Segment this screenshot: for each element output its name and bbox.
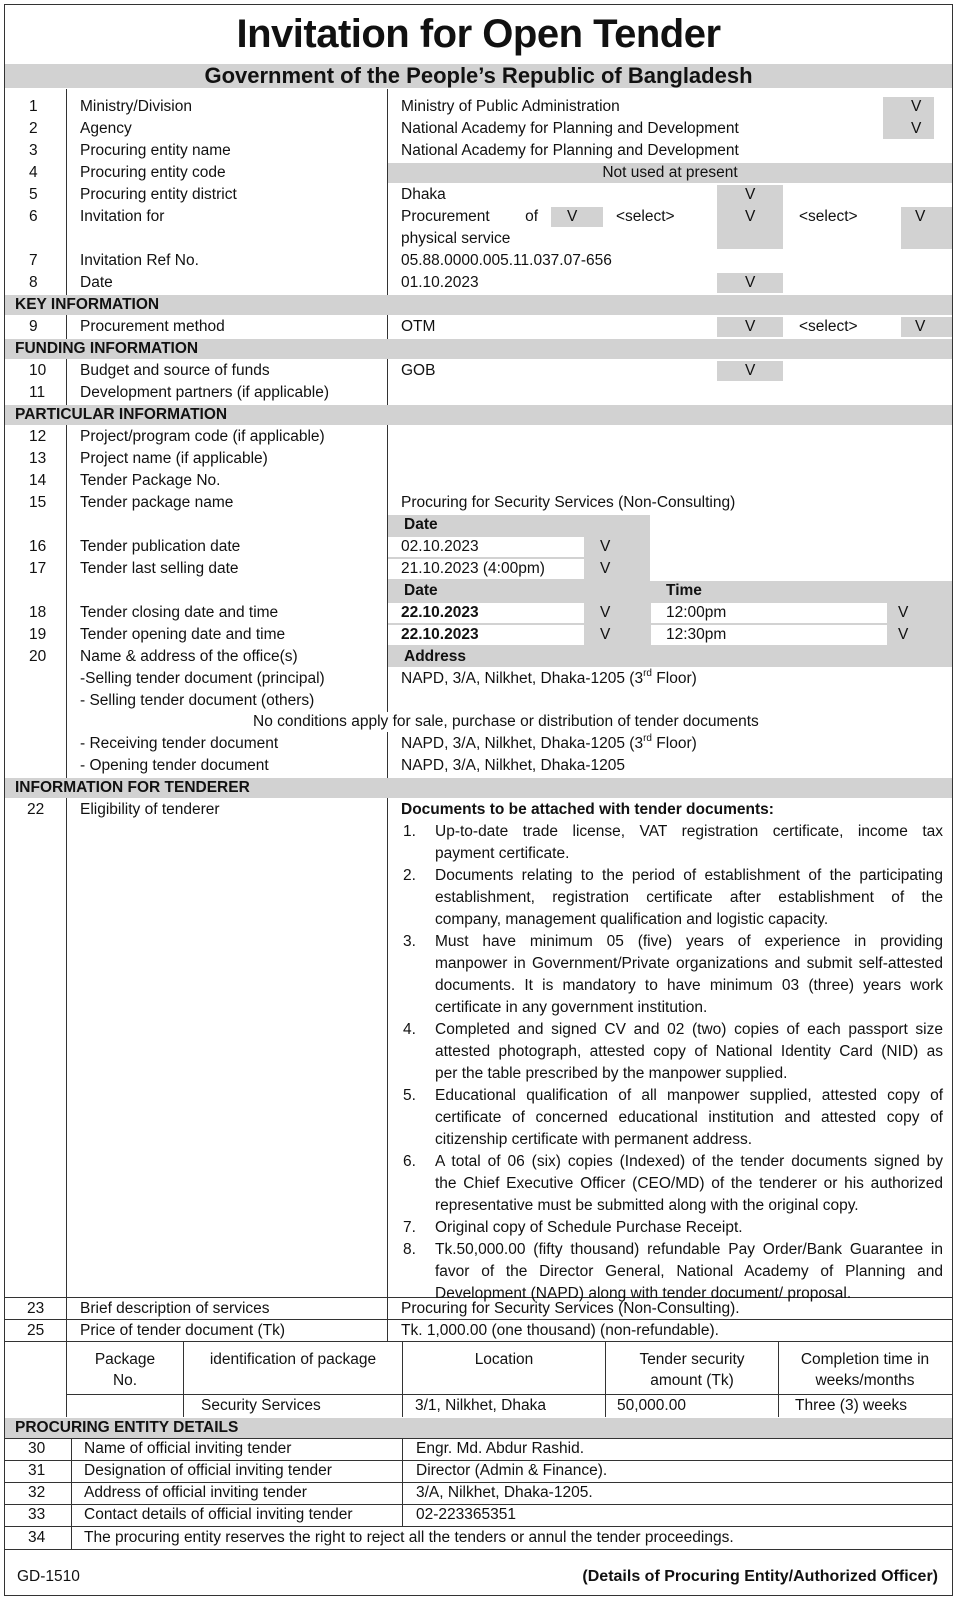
row-value: 05.88.0000.005.11.037.07-656 — [401, 252, 612, 269]
selling-principal-address — [401, 669, 697, 689]
select-placeholder[interactable]: <select> — [799, 208, 858, 225]
dropdown-marker: V — [567, 208, 578, 225]
document-item-line: company, management qualification and logistic capacity. — [435, 911, 829, 928]
footer-code: GD-1510 — [17, 1568, 80, 1585]
footer-signature: (Details of Procuring Entity/Authorized Officer) — [582, 1568, 938, 1585]
section-particular-information — [5, 405, 952, 425]
row-sublabel: - Receiving tender document — [80, 735, 279, 752]
number-column-divider — [66, 89, 67, 1297]
select-placeholder[interactable]: <select> — [616, 208, 675, 225]
row-sublabel: - Opening tender document — [80, 757, 269, 774]
section-procuring-entity-details — [5, 1418, 952, 1438]
row-number: 32 — [28, 1484, 46, 1501]
document-item-number: 6. — [403, 1153, 416, 1170]
row-value: GOB — [401, 362, 436, 379]
method-select-box-2[interactable] — [901, 317, 952, 337]
document-item-line: citizenship certificate with permanent address. — [435, 1131, 753, 1148]
row-value: Dhaka — [401, 186, 446, 203]
document-item-line: manpower in Government/Private organizations and submit self-attested — [435, 955, 943, 972]
document-item-line: favor of the Director General, National Academy of Planning and — [435, 1263, 943, 1280]
dropdown-marker[interactable]: V — [600, 604, 611, 621]
dropdown-marker: V — [915, 208, 926, 225]
row-divider — [5, 1341, 952, 1342]
row-value: Tk. 1,000.00 (one thousand) (non-refundable). — [401, 1322, 719, 1339]
dropdown-marker: V — [745, 186, 756, 203]
tender-notice — [4, 4, 953, 1596]
row-number: 2 — [29, 120, 38, 137]
location-cell: 3/1, Nilkhet, Dhaka — [415, 1397, 546, 1414]
row-value: 21.10.2023 (4:00pm) — [401, 560, 545, 577]
row-label: Procuring entity code — [80, 164, 226, 181]
row-sublabel: -Selling tender document (principal) — [80, 670, 325, 687]
closing-time: 12:00pm — [666, 604, 727, 621]
row-label: Tender last selling date — [80, 560, 239, 577]
row-label: Project/program code (if applicable) — [80, 428, 325, 445]
document-item-line: Documents relating to the period of establishment of the participating — [435, 867, 943, 884]
section-information-for-tenderer — [5, 778, 952, 798]
completion-cell: Three (3) weeks — [795, 1397, 907, 1414]
identification-cell: Security Services — [201, 1397, 321, 1414]
row-label: Procuring entity name — [80, 142, 231, 159]
section-key-information — [5, 295, 952, 315]
document-item-line: attested photograph, attested copy of National Identity Card (NID) as — [435, 1043, 943, 1060]
row-number: 11 — [29, 384, 46, 401]
dropdown-marker: V — [911, 120, 922, 137]
select-placeholder[interactable]: <select> — [799, 318, 858, 335]
dropdown-marker: V — [745, 274, 756, 291]
row-number: 22 — [27, 801, 45, 818]
reservation-note: The procuring entity reserves the right to reject all the tenders or annul the tender proceedings. — [84, 1529, 734, 1546]
address-header-band — [388, 647, 952, 667]
row-value: Not used at present — [602, 164, 738, 181]
row-divider — [5, 1319, 952, 1320]
row-label: Contact details of official inviting tender — [84, 1506, 353, 1523]
document-item-line: documents. It is mandatory to have minimum 03 (three) years work — [435, 977, 943, 994]
row-value: Director (Admin & Finance). — [416, 1462, 608, 1479]
row-value: OTM — [401, 318, 436, 335]
floor-superscript: rd — [643, 733, 652, 744]
procuring-entity-code-value — [388, 163, 952, 183]
row-label: Designation of official inviting tender — [84, 1462, 332, 1479]
row-number: 17 — [29, 560, 47, 577]
row-number: 23 — [27, 1300, 45, 1317]
row-value: Engr. Md. Abdur Rashid. — [416, 1440, 585, 1457]
row-number: 10 — [29, 362, 47, 379]
document-item-line: Development (NAPD) along with tender document/ proposal. — [435, 1285, 852, 1302]
package-no-header: Package — [94, 1351, 156, 1368]
row-label: Name & address of the office(s) — [80, 648, 298, 665]
row-divider — [5, 1526, 952, 1527]
document-item-line: Must have minimum 05 (five) years of experience in providing — [435, 933, 943, 950]
row-value: 02-223365351 — [416, 1506, 516, 1523]
row-label: Brief description of services — [80, 1300, 270, 1317]
dropdown-marker[interactable]: V — [600, 626, 611, 643]
row-value: Procurement of — [401, 208, 538, 225]
location-header: Location — [474, 1351, 534, 1368]
row-number: 13 — [29, 450, 47, 467]
document-item-number: 7. — [403, 1219, 416, 1236]
row-number: 4 — [29, 164, 38, 181]
row-value: Ministry of Public Administration — [401, 98, 620, 115]
row-value: Procuring for Security Services (Non-Consulting). — [401, 1300, 740, 1317]
dropdown-marker[interactable]: V — [898, 626, 909, 643]
section-title: PROCURING ENTITY DETAILS — [15, 1419, 239, 1436]
document-item-number: 4. — [403, 1021, 416, 1038]
document-item-line: certificate of concerned educational institution and attested copy of — [435, 1109, 943, 1126]
dropdown-marker: V — [915, 318, 926, 335]
document-item-number: 3. — [403, 933, 416, 950]
row-number: 8 — [29, 274, 38, 291]
row-label: Name of official inviting tender — [84, 1440, 292, 1457]
no-conditions-note: No conditions apply for sale, purchase or distribution of tender documents — [253, 713, 759, 730]
row-number: 18 — [29, 604, 47, 621]
completion-header-2: weeks/months — [815, 1372, 915, 1389]
section-title: PARTICULAR INFORMATION — [15, 406, 228, 423]
row-number: 19 — [29, 626, 47, 643]
row-value: 3/A, Nilkhet, Dhaka-1205. — [416, 1484, 593, 1501]
row-label: Tender opening date and time — [80, 626, 286, 643]
dropdown-marker: V — [745, 362, 756, 379]
receiving-address — [401, 734, 697, 754]
documents-header: Documents to be attached with tender documents: — [401, 801, 774, 818]
row-number: 33 — [28, 1506, 46, 1523]
row-label: Procurement method — [80, 318, 225, 335]
row-value: National Academy for Planning and Development — [401, 142, 739, 159]
row-label: Tender Package No. — [80, 472, 221, 489]
address-header: Address — [404, 648, 467, 665]
row-number: 20 — [29, 648, 47, 665]
package-header-divider — [66, 1394, 952, 1395]
document-item-line: per the table prescribed by the manpower supplied. — [435, 1065, 788, 1082]
row-number: 5 — [29, 186, 38, 203]
dropdown-marker: V — [911, 98, 922, 115]
document-item-line: Educational qualification of all manpower supplied, attested copy of — [435, 1087, 943, 1104]
closing-date: 22.10.2023 — [401, 604, 479, 621]
document-item-line: Tk.50,000.00 (fifty thousand) refundable Pay Order/Bank Guarantee in — [435, 1241, 943, 1258]
row-label: Invitation Ref No. — [80, 252, 199, 269]
row-number: 34 — [28, 1529, 46, 1546]
row-number: 1 — [29, 98, 38, 115]
row-label: Address of official inviting tender — [84, 1484, 307, 1501]
opening-time: 12:30pm — [666, 626, 727, 643]
security-header: Tender security — [639, 1351, 745, 1368]
dropdown-marker: V — [745, 318, 756, 335]
row-number: 25 — [27, 1322, 45, 1339]
row-number: 6 — [29, 208, 38, 225]
identification-header: identification of package — [209, 1351, 377, 1368]
package-no-header-2: No. — [112, 1372, 138, 1389]
security-cell: 50,000.00 — [617, 1397, 686, 1414]
row-label: Date — [80, 274, 113, 291]
row-label: Tender publication date — [80, 538, 241, 555]
row-number: 15 — [29, 494, 47, 511]
document-item-number: 1. — [403, 823, 416, 840]
completion-header: Completion time in — [800, 1351, 930, 1368]
dropdown-marker[interactable]: V — [600, 560, 611, 577]
document-item-line: payment certificate. — [435, 845, 570, 862]
document-item-number: 2. — [403, 867, 416, 884]
opening-address: NAPD, 3/A, Nilkhet, Dhaka-1205 — [401, 757, 625, 774]
row-label: Tender closing date and time — [80, 604, 279, 621]
row-number: 12 — [29, 428, 47, 445]
document-item-line: certificate in any government institution. — [435, 999, 708, 1016]
row-value: 01.10.2023 — [401, 274, 479, 291]
agency-select-box[interactable] — [883, 97, 934, 139]
invitation-select-box-2[interactable] — [901, 207, 952, 249]
row-number: 3 — [29, 142, 38, 159]
document-item-line: the Chief Executive Officer (CEO/MD) of the tenderer or his authorized — [435, 1175, 943, 1192]
row-label: Invitation for — [80, 208, 165, 225]
opening-date: 22.10.2023 — [401, 626, 479, 643]
document-item-line: representative must be submitted along with the original copy. — [435, 1197, 859, 1214]
row-label: Development partners (if applicable) — [80, 384, 329, 401]
number-column-divider — [71, 1438, 72, 1549]
address-text: NAPD, 3/A, Nilkhet, Dhaka-1205 (3 — [401, 735, 644, 752]
row-number: 9 — [29, 318, 38, 335]
row-label: Tender package name — [80, 494, 234, 511]
date-header: Date — [404, 582, 438, 599]
page-title: Invitation for Open Tender — [236, 12, 721, 56]
row-number: 7 — [29, 252, 38, 269]
row-label: Eligibility of tenderer — [80, 801, 220, 818]
section-funding-information — [5, 339, 952, 359]
row-number: 30 — [28, 1440, 46, 1457]
document-item-line: Completed and signed CV and 02 (two) copies of each passport size — [435, 1021, 943, 1038]
label-column-divider — [387, 89, 388, 1297]
row-number: 16 — [29, 538, 47, 555]
document-item-number: 8. — [403, 1241, 416, 1258]
dropdown-marker[interactable]: V — [898, 604, 909, 621]
document-item-line: establishment, registration certificate after establishment of the — [435, 889, 943, 906]
row-value-continued: physical service — [401, 230, 511, 247]
dropdown-marker: V — [745, 208, 756, 225]
row-label: Agency — [80, 120, 132, 137]
address-text: NAPD, 3/A, Nilkhet, Dhaka-1205 (3 — [401, 670, 644, 687]
row-number: 14 — [29, 472, 47, 489]
row-label: Price of tender document (Tk) — [80, 1322, 286, 1339]
section-title: KEY INFORMATION — [15, 296, 160, 313]
row-sublabel: - Selling tender document (others) — [80, 692, 315, 709]
section-title: INFORMATION FOR TENDERER — [15, 779, 250, 796]
date-header: Date — [404, 516, 438, 533]
document-item-line: Original copy of Schedule Purchase Receipt. — [435, 1219, 743, 1236]
row-label: Budget and source of funds — [80, 362, 270, 379]
time-header: Time — [666, 582, 702, 599]
row-label: Procuring entity district — [80, 186, 237, 203]
document-item-line: A total of 06 (six) copies (Indexed) of the tender documents signed by — [435, 1153, 943, 1170]
row-value: National Academy for Planning and Development — [401, 120, 739, 137]
document-item-line: Up-to-date trade license, VAT registration certificate, income tax — [435, 823, 943, 840]
row-label: Project name (if applicable) — [80, 450, 268, 467]
row-divider — [5, 1549, 952, 1550]
row-label: Ministry/Division — [80, 98, 192, 115]
floor-superscript: rd — [643, 668, 652, 679]
dropdown-marker[interactable]: V — [600, 538, 611, 555]
government-banner: Government of the People’s Republic of Bangladesh — [5, 64, 952, 88]
floor-suffix: Floor) — [652, 670, 697, 687]
row-value: 02.10.2023 — [401, 538, 479, 555]
row-value: Procuring for Security Services (Non-Consulting) — [401, 494, 736, 511]
section-title: FUNDING INFORMATION — [15, 340, 199, 357]
security-header-2: amount (Tk) — [650, 1372, 734, 1389]
floor-suffix: Floor) — [652, 735, 697, 752]
row-number: 31 — [28, 1462, 46, 1479]
document-item-number: 5. — [403, 1087, 416, 1104]
